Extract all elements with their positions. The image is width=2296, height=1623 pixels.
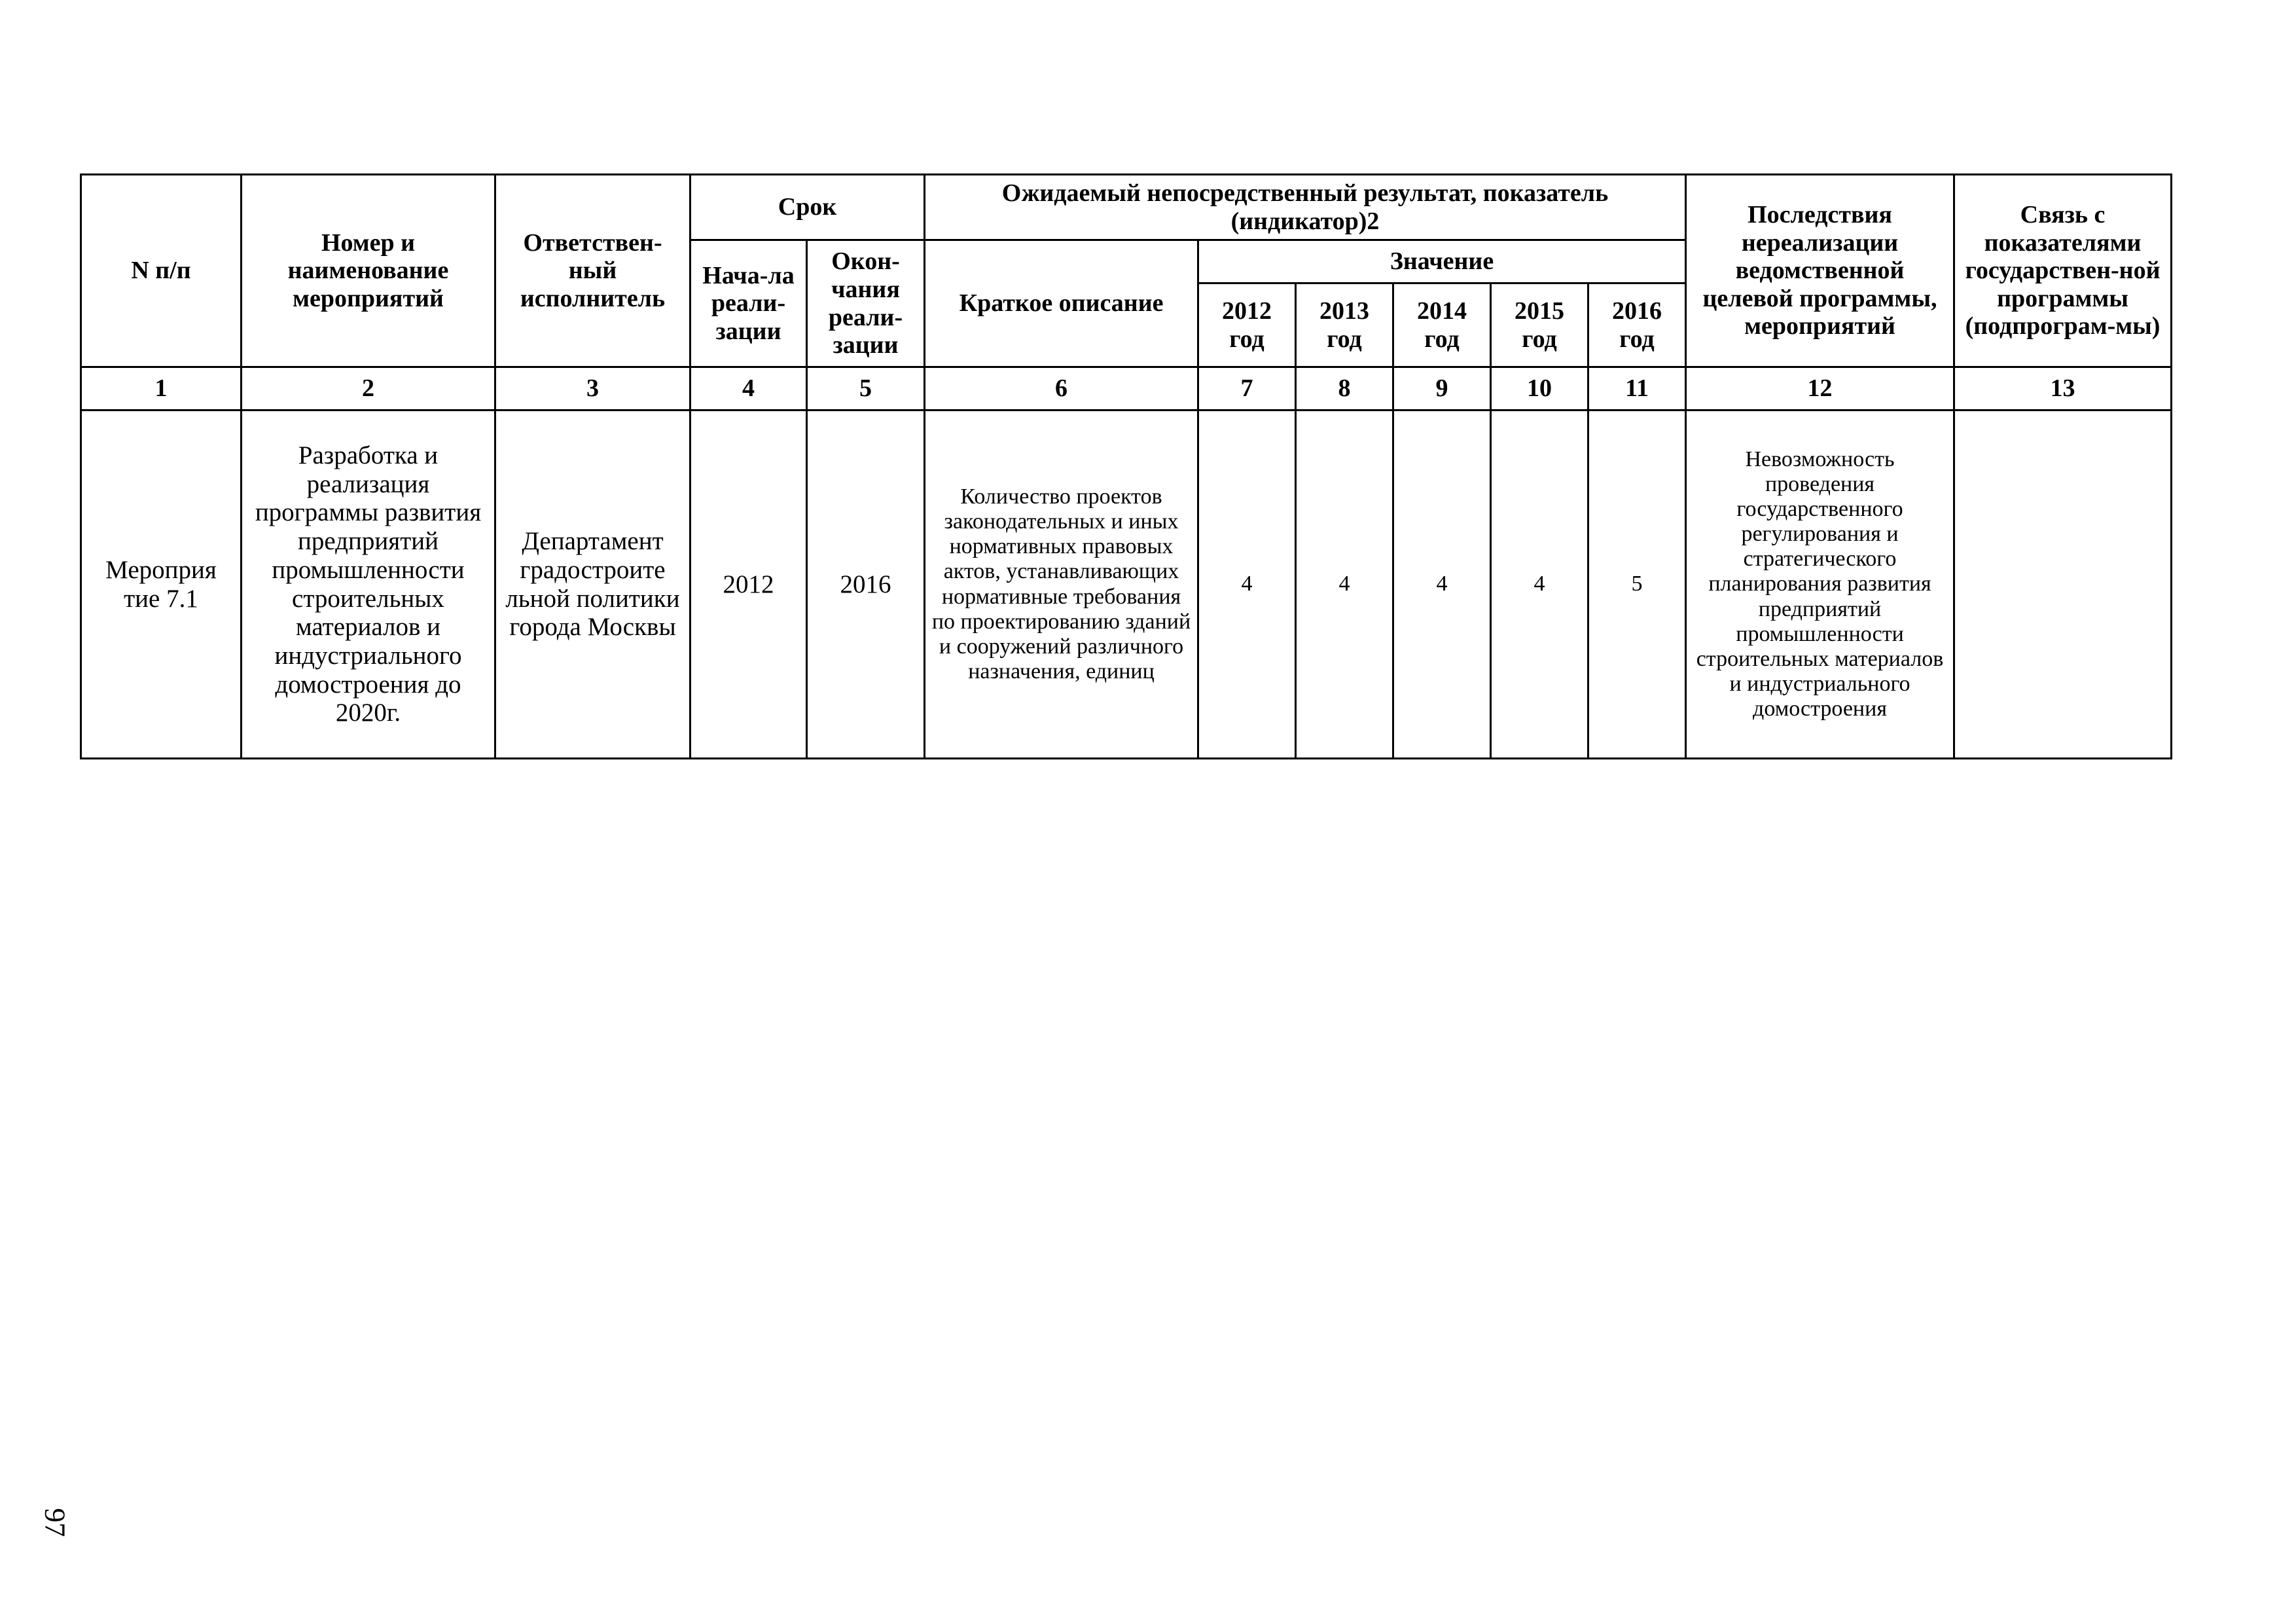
column-number: 4: [691, 367, 807, 410]
header-executor: Ответствен-ный исполнитель: [495, 175, 691, 367]
column-number: 13: [1954, 367, 2172, 410]
header-year-2013: 2013 год: [1296, 283, 1393, 367]
column-number: 2: [242, 367, 495, 410]
header-value: Значение: [1198, 240, 1686, 283]
header-start: Нача-ла реали-зации: [691, 240, 807, 367]
column-number: 6: [925, 367, 1198, 410]
event-name: Разработка и реализация программы развития предприятий промышленности строительных материалов и индустриального домостроения до 2020г.: [242, 410, 495, 759]
value-2013: 4: [1296, 410, 1393, 759]
value-2016: 5: [1588, 410, 1686, 759]
header-term: Срок: [691, 175, 925, 240]
column-number: 3: [495, 367, 691, 410]
column-number: 5: [807, 367, 925, 410]
program-table: [80, 173, 2172, 759]
column-number: 8: [1296, 367, 1393, 410]
column-number: 11: [1588, 367, 1686, 410]
event-consequences: Невозможность проведения государственного регулирования и стратегического планирования развития предприятий промышленности строительных материалов и индустриального домостроения: [1686, 410, 1954, 759]
header-expected-result: Ожидаемый непосредственный результат, показатель (индикатор)2: [925, 175, 1686, 240]
header-year-2014: 2014 год: [1393, 283, 1491, 367]
event-start-year: 2012: [691, 410, 807, 759]
header-year-2016: 2016 год: [1588, 283, 1686, 367]
event-executor: Департамент градостроите льной политики города Москвы: [495, 410, 691, 759]
column-number: 10: [1491, 367, 1588, 410]
header-year-2012: 2012 год: [1198, 283, 1296, 367]
column-number: 1: [81, 367, 242, 410]
value-2012: 4: [1198, 410, 1296, 759]
event-end-year: 2016: [807, 410, 925, 759]
column-number: 9: [1393, 367, 1491, 410]
page-number: 97: [39, 1508, 71, 1537]
event-link: [1954, 410, 2172, 759]
header-event-name: Номер и наименование мероприятий: [242, 175, 495, 367]
header-link: Связь с показателями государствен-ной программы (подпрограм-мы): [1954, 175, 2172, 367]
header-year-2015: 2015 год: [1491, 283, 1588, 367]
header-short-description: Краткое описание: [925, 240, 1198, 367]
header-number: N п/п: [81, 175, 242, 367]
header-end: Окон-чания реали-зации: [807, 240, 925, 367]
event-description: Количество проектов законодательных и иных нормативных правовых актов, устанавливающих нормативные требования по проектированию зданий и сооружений различного назначения, единиц: [925, 410, 1198, 759]
column-number: 7: [1198, 367, 1296, 410]
header-consequences: Последствия нереализации ведомственной целевой программы, мероприятий: [1686, 175, 1954, 367]
event-id: Мероприя тие 7.1: [81, 410, 242, 759]
value-2015: 4: [1491, 410, 1588, 759]
value-2014: 4: [1393, 410, 1491, 759]
column-number: 12: [1686, 367, 1954, 410]
